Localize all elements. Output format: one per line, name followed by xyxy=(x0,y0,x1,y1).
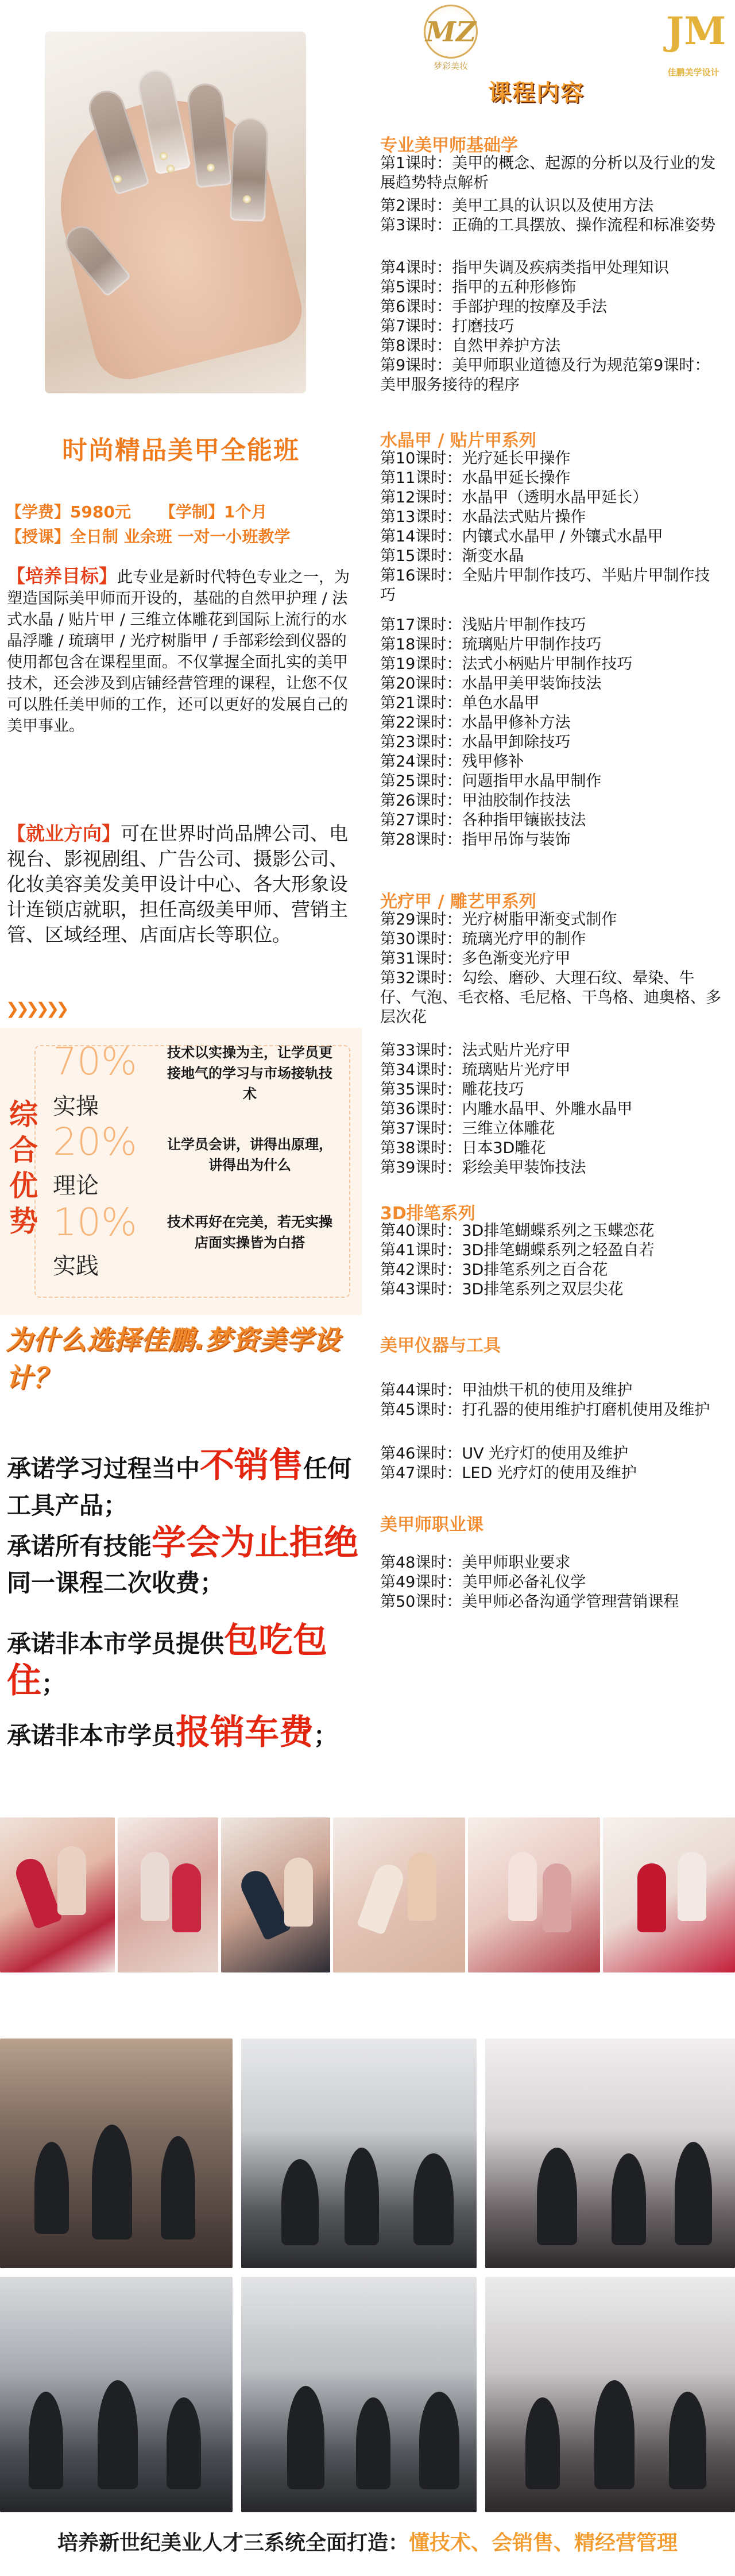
promise-3-post: ； xyxy=(41,1670,66,1698)
mode-label: 【授课】 xyxy=(6,527,71,546)
mz-logo-caption: 梦彩美妆 xyxy=(433,61,468,71)
page-heading: 课程内容 xyxy=(488,80,585,106)
mode-line xyxy=(6,524,291,547)
promise-2-pre: 承诺所有技能 xyxy=(7,1532,152,1560)
why-choose-heading: 为什么选择佳鹏.梦资美学设计？ xyxy=(6,1324,341,1393)
ratio-pct-theory: 20% xyxy=(53,1120,137,1164)
jm-logo-mark: JM xyxy=(666,9,726,53)
lesson-2: 第2课时：美甲工具的认识以及使用方法 xyxy=(380,197,654,215)
lesson-22: 第22课时：水晶甲修补方法 xyxy=(380,714,571,732)
fee-value: 5980元 xyxy=(70,502,131,521)
promise-1-big: 不销售 xyxy=(200,1445,304,1486)
lesson-10: 第10课时：光疗延长甲操作 xyxy=(380,450,571,467)
career-label: 【就业方向】 xyxy=(7,822,121,845)
mz-logo xyxy=(419,5,482,71)
lesson-27: 第27课时：各种指甲镶嵌技法 xyxy=(380,811,586,829)
lesson-11: 第11课时：水晶甲延长操作 xyxy=(380,469,571,487)
lesson-36: 第36课时：内雕水晶甲、外雕水晶甲 xyxy=(380,1100,633,1118)
class-photo-1 xyxy=(0,2039,233,2268)
jm-logo xyxy=(660,9,726,78)
lesson-31: 第31课时：多色渐变光疗甲 xyxy=(380,950,571,968)
promise-2-post: 同一课程二次收费； xyxy=(7,1569,225,1597)
lesson-45: 第45课时：打孔器的使用维护打磨机使用及维护 xyxy=(380,1401,710,1419)
lesson-35: 第35课时：雕花技巧 xyxy=(380,1081,524,1099)
lesson-33: 第33课时：法式贴片光疗甲 xyxy=(380,1042,571,1059)
lesson-26: 第26课时：甲油胶制作技法 xyxy=(380,792,571,810)
lesson-40: 第40课时：3D排笔蝴蝶系列之玉蝶恋花 xyxy=(380,1222,655,1240)
nail-photo-2 xyxy=(118,1817,218,1972)
lesson-43: 第43课时：3D排笔系列之双层尖花 xyxy=(380,1281,624,1298)
lesson-9: 第9课时：美甲师职业道德及行为规范第9课时：美甲服务接待的程序 xyxy=(380,357,710,394)
lesson-13: 第13课时：水晶法式贴片操作 xyxy=(380,508,586,526)
lesson-24: 第24课时：残甲修补 xyxy=(380,753,524,771)
lesson-37: 第37课时：三维立体雕花 xyxy=(380,1120,555,1138)
duration-value: 1个月 xyxy=(223,502,268,521)
promise-4-post: ； xyxy=(314,1722,338,1750)
lesson-3: 第3课时：正确的工具摆放、操作流程和标准姿势 xyxy=(380,216,716,234)
jm-logo-caption: 佳鹏美学设计 xyxy=(667,67,719,78)
lesson-29: 第29课时：光疗树脂甲渐变式制作 xyxy=(380,911,617,929)
lesson-17: 第17课时：浅贴片甲制作技巧 xyxy=(380,616,586,634)
promise-3 xyxy=(7,1622,360,1703)
promise-2-big: 学会为止拒绝 xyxy=(152,1523,359,1563)
lesson-18: 第18课时：琉璃贴片甲制作技巧 xyxy=(380,636,602,653)
promise-1-pre: 承诺学习过程当中 xyxy=(7,1455,200,1483)
ratio-box xyxy=(0,1028,362,1315)
mz-logo-mark: MZ xyxy=(425,16,477,48)
bottom-slogan xyxy=(0,2527,735,2556)
ratio-label-practice: 实操 xyxy=(53,1093,99,1120)
ratio-pct-field: 10% xyxy=(53,1200,137,1244)
section-title-gel: 光疗甲 / 雕艺甲系列 xyxy=(380,892,536,912)
lesson-20: 第20课时：水晶甲美甲装饰技法 xyxy=(380,675,602,693)
promise-1-post: 任何工具产品； xyxy=(7,1455,352,1519)
promise-2 xyxy=(7,1525,360,1602)
lesson-49: 第49课时：美甲师必备礼仪学 xyxy=(380,1573,586,1591)
ratio-note-2: 让学员会讲，讲得出原理，讲得出为什么 xyxy=(167,1136,332,1173)
lesson-50: 第50课时：美甲师必备沟通学管理营销课程 xyxy=(380,1593,679,1611)
career-text: 可在世界时尚品牌公司、电视台、影视剧组、广告公司、摄影公司、化妆美容美发美甲设计中心、各大形象设计连锁店就职，担任高级美甲师、营销主管、区域经理、店面店长等职位。 xyxy=(7,822,348,946)
career-paragraph xyxy=(7,821,357,947)
lesson-7: 第7课时：打磨技巧 xyxy=(380,318,514,335)
class-photo-2 xyxy=(241,2039,477,2268)
section-title-crystal: 水晶甲 / 贴片甲系列 xyxy=(380,431,536,451)
lesson-41: 第41课时：3D排笔蝴蝶系列之轻盈自若 xyxy=(380,1241,655,1259)
lesson-16: 第16课时：全贴片甲制作技巧、半贴片甲制作技巧 xyxy=(380,567,710,604)
lesson-23: 第23课时：水晶甲卸除技巧 xyxy=(380,733,571,751)
class-photo-5 xyxy=(241,2277,477,2512)
lesson-46: 第46课时：UV 光疗灯的使用及维护 xyxy=(380,1445,629,1463)
promise-4-big: 报销车费 xyxy=(176,1712,314,1753)
lesson-6: 第6课时：手部护理的按摩及手法 xyxy=(380,298,608,316)
goal-text: 此专业是新时代特色专业之一，为塑造国际美甲师而开设的，基础的自然甲护理 / 法式水晶 / 贴片甲 / 三维立体雕花到国际上流行的水晶浮雕 / 琉璃甲 / 光疗树脂甲 / 手部彩绘到仪器的使用都包含在课程里面。不仅掌握全面扎实的美甲技术，还会涉及到店铺经营管理的课程，让您不仅可以胜任美甲师的工作，还可以更好的发展自己的美甲事业。 xyxy=(7,568,350,735)
promise-4-pre: 承诺非本市学员 xyxy=(7,1722,176,1750)
lesson-44: 第44课时：甲油烘干机的使用及维护 xyxy=(380,1382,633,1399)
hero-nail-photo xyxy=(45,32,306,393)
lesson-15: 第15课时：渐变水晶 xyxy=(380,547,524,565)
lesson-30: 第30课时：琉璃光疗甲的制作 xyxy=(380,930,586,948)
section-title-3d: 3D排笔系列 xyxy=(380,1204,475,1224)
lesson-19: 第19课时：法式小柄贴片甲制作技巧 xyxy=(380,655,633,673)
lesson-14: 第14课时：内镶式水晶甲 / 外镶式水晶甲 xyxy=(380,528,663,546)
nail-photo-4 xyxy=(333,1817,465,1972)
bottom-slogan-pre: 培养新世纪美业人才三系统全面打造： xyxy=(57,2531,409,2555)
promise-4 xyxy=(7,1714,360,1754)
ratio-note-1: 技术以实操为主，让学员更接地气的学习与市场接轨技术 xyxy=(167,1045,332,1102)
lesson-5: 第5课时：指甲的五种形修饰 xyxy=(380,279,577,296)
course-title: 时尚精品美甲全能班 xyxy=(62,436,300,465)
bottom-slogan-post: 懂技术、会销售、精经营管理 xyxy=(409,2531,678,2555)
photo-gallery xyxy=(0,1817,735,2518)
lesson-28: 第28课时：指甲吊饰与装饰 xyxy=(380,831,571,849)
ratio-label-field: 实践 xyxy=(53,1253,99,1279)
lesson-1: 第1课时：美甲的概念、起源的分析以及行业的发展趋势特点解析 xyxy=(380,154,716,192)
nail-photo-1 xyxy=(0,1817,115,1972)
lesson-39: 第39课时：彩绘美甲装饰技法 xyxy=(380,1159,586,1177)
fee-label: 【学费】 xyxy=(6,502,71,521)
chevron-divider-icon: ❯❯❯❯❯❯ xyxy=(6,999,66,1018)
lesson-21: 第21课时：单色水晶甲 xyxy=(380,694,540,712)
lesson-8: 第8课时：自然甲养护方法 xyxy=(380,337,561,355)
ratio-label-theory: 理论 xyxy=(53,1173,99,1199)
lesson-48: 第48课时：美甲师职业要求 xyxy=(380,1554,571,1572)
goal-label: 【培养目标】 xyxy=(7,565,118,587)
lesson-25: 第25课时：问题指甲水晶甲制作 xyxy=(380,772,602,790)
class-photo-6 xyxy=(485,2277,735,2512)
duration-label: 【学制】 xyxy=(159,502,224,521)
ratio-note-3: 技术再好在完美，若无实操店面实操皆为白搭 xyxy=(167,1214,332,1251)
promise-1 xyxy=(7,1447,360,1524)
lesson-32: 第32课时：勾绘、磨砂、大理石纹、晕染、牛仔、气泡、毛衣格、毛尼格、干鸟格、迪奥格、多层次花 xyxy=(380,969,721,1026)
section-title-career: 美甲师职业课 xyxy=(380,1515,483,1535)
lesson-42: 第42课时：3D排笔系列之百合花 xyxy=(380,1261,608,1279)
ratio-pct-practice: 70% xyxy=(53,1039,137,1084)
fee-line xyxy=(6,500,267,523)
lesson-34: 第34课时：琉璃贴片光疗甲 xyxy=(380,1061,571,1079)
goal-paragraph xyxy=(7,566,357,737)
lesson-4: 第4课时：指甲失调及疾病类指甲处理知识 xyxy=(380,259,670,277)
ratio-title: 综合优势 xyxy=(9,1098,38,1238)
nail-photo-3 xyxy=(221,1817,330,1972)
class-photo-3 xyxy=(485,2039,735,2268)
mode-value: 全日制 业余班 一对一小班教学 xyxy=(70,527,291,546)
lesson-12: 第12课时：水晶甲（透明水晶甲延长） xyxy=(380,489,648,506)
nail-photo-5 xyxy=(468,1817,600,1972)
lesson-38: 第38课时：日本3D雕花 xyxy=(380,1139,546,1157)
promise-3-big: 包吃包住 xyxy=(7,1620,328,1701)
class-photo-4 xyxy=(0,2277,233,2512)
promise-3-pre: 承诺非本市学员提供 xyxy=(7,1630,225,1658)
section-title-basic: 专业美甲师基础学 xyxy=(380,136,518,156)
section-title-tools: 美甲仪器与工具 xyxy=(380,1336,501,1356)
nail-photo-6 xyxy=(603,1817,735,1972)
lesson-47: 第47课时：LED 光疗灯的使用及维护 xyxy=(380,1464,637,1482)
